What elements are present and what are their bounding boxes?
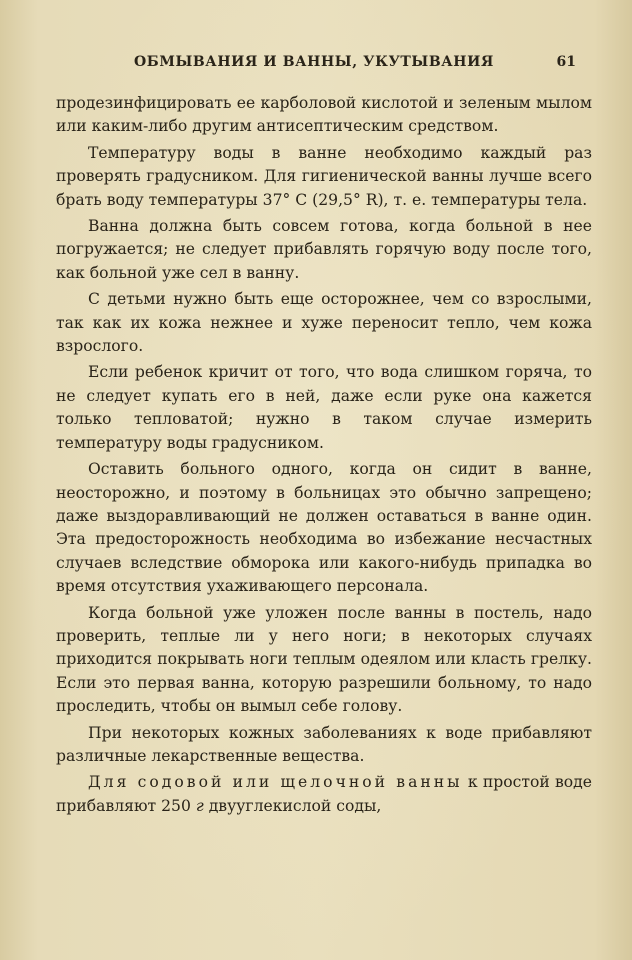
paragraph: При некоторых кожных заболеваниях к воде прибавляют различные лекарственные вещества.: [56, 723, 592, 765]
paragraph: Ванна должна быть совсем готова, когда больной в нее погружается; не следует прибавлять горячую воду после того, как больной уже сел в ванну.: [56, 217, 592, 282]
paragraph: Оставить больного одного, когда он сидит в ванне, неосторожно, и поэтому в больницах это обычно запрещено; даже выздоравливающий не должен оставаться в ванне один. Эта предосторожность необходима во избежание несчастных случаев вследствие обморока или какого-нибудь припадка во время отсутствия ухаживающего персонала.: [56, 460, 592, 596]
paragraph: Если ребенок кричит от того, что вода слишком горяча, то не следует купать его в ней, даже если руке она кажется только тепловатой; нужно в таком случае измерить температуру воды градусником.: [56, 363, 592, 452]
running-title: ОБМЫВАНИЯ И ВАННЫ, УКУТЫВАНИЯ: [134, 54, 494, 70]
unit-gram: г: [195, 796, 204, 815]
spaced-phrase: Для содовой или щелочной ванны: [88, 773, 463, 792]
paragraph: С детьми нужно быть еще осторожнее, чем со взрослыми, так как их кожа нежнее и хуже переносит тепло, чем кожа взрослого.: [56, 290, 592, 356]
paragraph-last: [56, 771, 592, 818]
paragraph-text: к простой воде прибавляют 250: [56, 773, 592, 815]
page-number: 61: [556, 54, 576, 70]
page-header: [56, 54, 592, 80]
paragraph: продезинфицировать ее карболовой кислотой и зеленым мылом или каким-либо другим антисептическим средством.: [56, 94, 592, 136]
paragraph: Температуру воды в ванне необходимо каждый раз проверять градусником. Для гигиенической ванны лучше всего брать воду температуры 37° C (29,5° R), т. е. температуры тела.: [56, 143, 592, 209]
paragraph: Когда больной уже уложен после ванны в постель, надо проверить, теплые ли у него ноги; в некоторых случаях приходится покрывать ноги теплым одеялом или класть грелку. Если это первая ванна, которую разрешили больному, то надо проследить, чтобы он вымыл себе голову.: [56, 603, 592, 716]
paragraph-text: двууглекислой соды,: [203, 796, 382, 815]
body-text: [56, 92, 592, 818]
